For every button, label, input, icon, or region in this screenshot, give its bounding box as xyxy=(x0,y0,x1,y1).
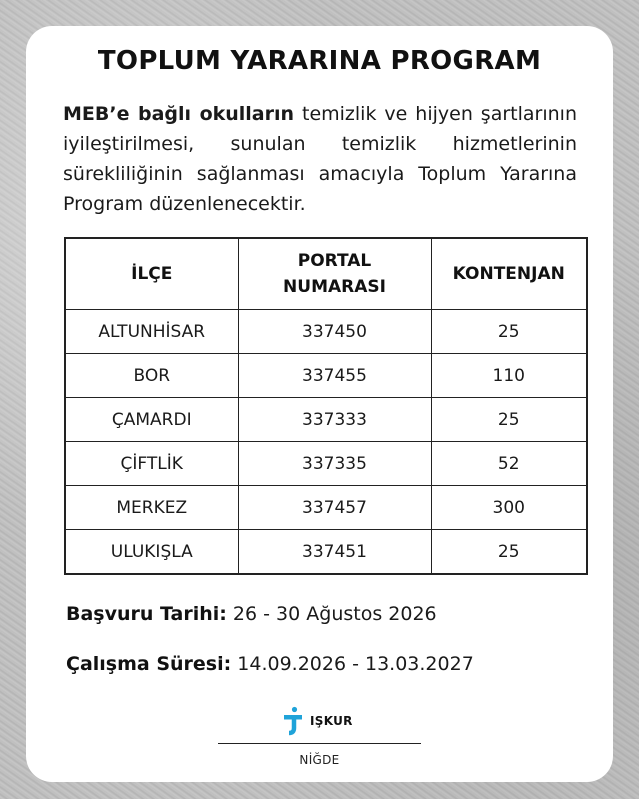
quota-column-header: KONTENJAN xyxy=(431,238,587,310)
quota-cell: 110 xyxy=(431,354,587,398)
quota-cell: 300 xyxy=(431,486,587,530)
table-row xyxy=(65,486,587,530)
page-title: TOPLUM YARARINA PROGRAM xyxy=(97,46,542,76)
portal-cell: 337450 xyxy=(238,310,431,354)
quota-cell: 25 xyxy=(431,398,587,442)
portal-cell: 337333 xyxy=(238,398,431,442)
program-table xyxy=(64,237,588,575)
table-row xyxy=(65,398,587,442)
district-cell: BOR xyxy=(65,354,238,398)
work-duration xyxy=(66,653,474,675)
quota-cell: 25 xyxy=(431,310,587,354)
portal-cell: 337451 xyxy=(238,530,431,575)
district-cell: MERKEZ xyxy=(65,486,238,530)
portal-cell: 337455 xyxy=(238,354,431,398)
portal-column-header xyxy=(238,238,431,310)
intro-text: temizlik ve hijyen şartlarının iyileştirilmesi, sunulan temizlik hizmetlerinin sürekliliğinin sağlanması amacıyla Toplum Yararına Program düzenlenecektir. xyxy=(63,103,577,215)
work-duration-label: Çalışma Süresi: xyxy=(66,653,232,675)
work-duration-value: 14.09.2026 - 13.03.2027 xyxy=(231,653,474,675)
application-date-value: 26 - 30 Ağustos 2026 xyxy=(226,603,437,625)
district-cell: ALTUNHİSAR xyxy=(65,310,238,354)
table-row xyxy=(65,530,587,575)
table-row xyxy=(65,442,587,486)
announcement-card xyxy=(26,26,613,782)
table-header-row xyxy=(65,238,587,310)
portal-header-line2: NUMARASI xyxy=(283,277,386,297)
iskur-logo xyxy=(282,704,353,738)
portal-header-line1: PORTAL xyxy=(297,251,372,271)
iskur-logo-text: IŞKUR xyxy=(310,714,353,728)
iskur-logo-icon xyxy=(282,706,306,736)
quota-cell: 52 xyxy=(431,442,587,486)
footer-city: NİĞDE xyxy=(299,753,340,767)
district-cell: ULUKIŞLA xyxy=(65,530,238,575)
portal-cell: 337335 xyxy=(238,442,431,486)
portal-cell: 337457 xyxy=(238,486,431,530)
application-date xyxy=(66,603,437,625)
district-cell: ÇİFTLİK xyxy=(65,442,238,486)
table-row xyxy=(65,310,587,354)
intro-bold-text: MEB’e bağlı okulların xyxy=(63,103,295,125)
intro-paragraph xyxy=(63,99,577,219)
table-row xyxy=(65,354,587,398)
footer-divider xyxy=(218,743,421,744)
district-column-header: İLÇE xyxy=(65,238,238,310)
quota-cell: 25 xyxy=(431,530,587,575)
application-date-label: Başvuru Tarihi: xyxy=(66,603,227,625)
district-cell: ÇAMARDI xyxy=(65,398,238,442)
